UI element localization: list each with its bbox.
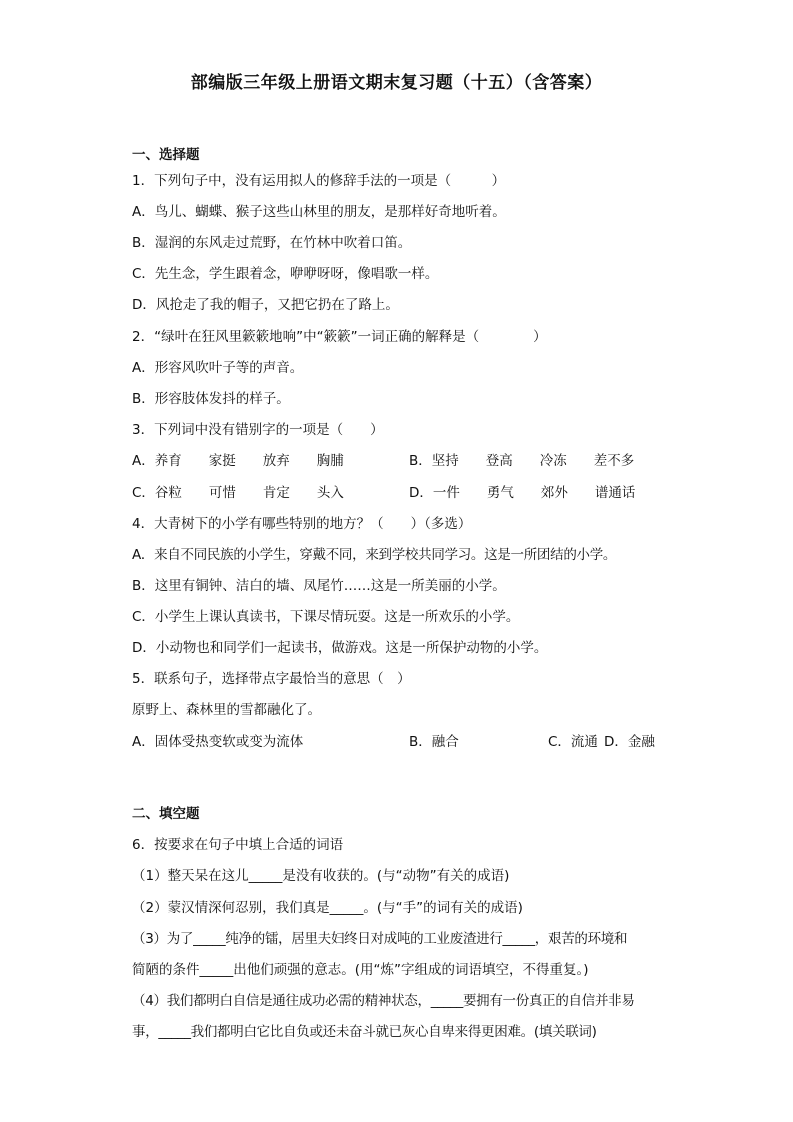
question-5-stem: 5．联系句子，选择带点字最恰当的意思（ ） (132, 671, 411, 687)
question-4-option-a: A．来自不同民族的小学生，穿戴不同，来到学校共同学习。这是一所团结的小学。 (132, 547, 617, 563)
question-1-option-d: D．风抢走了我的帽子，又把它扔在了路上。 (132, 297, 399, 313)
page-title: 部编版三年级上册语文期末复习题（十五）（含答案） (190, 73, 603, 93)
question-2-stem: 2．“绿叶在狂风里簌簌地响”中“簌簌”一词正确的解释是（ ） (132, 329, 547, 345)
question-3-option-c: C．谷粒 可惜 肯定 头入 (132, 485, 344, 501)
question-5-options-row (132, 733, 692, 751)
question-6-item-4-line-1: （4）我们都明白自信是通往成功必需的精神状态，_____要拥有一份真正的自信并非易 (132, 993, 635, 1009)
question-2-option-a: A．形容风吹叶子等的声音。 (132, 360, 304, 376)
question-3-option-a: A．养育 家挺 放弃 胸脯 (132, 453, 344, 469)
question-6-item-2: （2）蒙汉情深何忍别，我们真是_____。(与“手”的词有关的成语) (132, 900, 523, 916)
question-4-option-d: D．小动物也和同学们一起读书，做游戏。这是一所保护动物的小学。 (132, 640, 548, 656)
section-heading-choice: 一、选择题 (132, 147, 200, 163)
question-3-row-cd (132, 484, 732, 502)
question-1-option-a: A．鸟儿、蝴蝶、猴子这些山林里的朋友，是那样好奇地听着。 (132, 204, 506, 220)
question-6-item-3-line-2: 简陋的条件_____出他们顽强的意志。(用“炼”字组成的词语填空，不得重复。) (132, 962, 589, 978)
question-6-stem: 6．按要求在句子中填上合适的词语 (132, 837, 344, 853)
question-4-option-b: B．这里有铜钟、洁白的墙、凤尾竹……这是一所美丽的小学。 (132, 578, 506, 594)
question-3-option-d: D．一件 勇气 郊外 谱通话 (409, 485, 636, 501)
question-4-stem: 4．大青树下的小学有哪些特别的地方？（ ）（多选） (132, 516, 472, 532)
question-1-option-c: C．先生念，学生跟着念，咿咿呀呀，像唱歌一样。 (132, 266, 439, 282)
question-5-option-c: C．流通 (548, 734, 598, 750)
question-5-option-a: A．固体受热变软或变为流体 (132, 734, 304, 750)
section-heading-fill: 二、填空题 (132, 806, 200, 822)
question-6-item-3-line-1: （3）为了_____纯净的镭，居里夫妇终日对成吨的工业废渣进行_____，艰苦的环境和 (132, 931, 628, 947)
question-2-option-b: B．形容肢体发抖的样子。 (132, 391, 290, 407)
question-4-option-c: C．小学生上课认真读书，下课尽情玩耍。这是一所欢乐的小学。 (132, 609, 520, 625)
question-3-stem: 3．下列词中没有错别字的一项是（ ） (132, 422, 384, 438)
question-3-option-b: B．坚持 登高 冷冻 差不多 (409, 453, 635, 469)
question-5-option-d: D．金融 (604, 734, 655, 750)
question-3-row-ab (132, 452, 732, 470)
question-1-stem: 1．下列句子中，没有运用拟人的修辞手法的一项是（ ） (132, 173, 506, 189)
question-6-item-1: （1）整天呆在这儿_____是没有收获的。(与“动物”有关的成语) (132, 868, 510, 884)
question-5-option-b: B．融合 (409, 734, 459, 750)
question-6-item-4-line-2: 事，_____我们都明白它比自负或还未奋斗就已灰心自卑来得更困难。(填关联词) (132, 1024, 597, 1040)
question-1-option-b: B．湿润的东风走过荒野，在竹林中吹着口笛。 (132, 235, 412, 251)
question-5-sentence: 原野上、森林里的雪都融化了。 (132, 702, 321, 718)
